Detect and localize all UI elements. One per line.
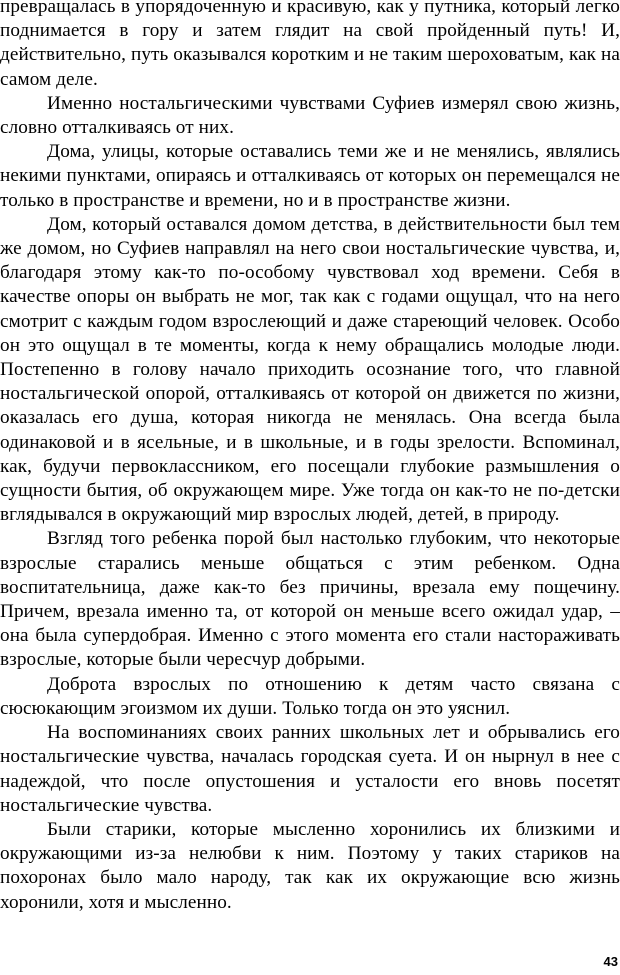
paragraph-2: Именно ностальгическими чувствами Суфиев измерял свою жизнь, словно отталкиваясь от них. — [0, 92, 620, 139]
paragraph-7: На воспоминаниях своих ранних школьных лет и обрывались его ностальгические чувства, началась городская суета. И он нырнул в нее с надеждой, что после опустошения и усталости его вновь посетят ностальгические чувства. — [0, 722, 620, 816]
paragraph-6: Доброта взрослых по отношению к детям часто связана с сюсюкающим эгоизмом их души. Только тогда он это уяснил. — [0, 673, 620, 719]
paragraph-8: Были старики, которые мысленно хоронились их близкими и окружающими из-за нелюбви к ним. Поэтому у таких стариков на похоронах было мало народу, так как их окружающие всю жизнь хоронили, хотя и мысленно. — [0, 818, 620, 913]
paragraph-3: Дома, улицы, которые оставались теми же и не менялись, являлись некими пунктами, опираясь и отталкиваясь от которых он перемещался не только в пространстве и времени, но и в пространстве жизни. — [0, 141, 620, 211]
page-number: 43 — [603, 954, 618, 969]
paragraph-5: Взгляд того ребенка порой был настолько глубоким, что некоторые взрослые старались меньше общаться с этим ребенком. Одна воспитательница, даже как-то без причины, врезала ему пощечину. Причем, врезала именно та, от которой он меньше всего ожидал удар, – она была супердобрая. Именно с этого момента его стали настораживать взрослые, которые были чересчур добрыми. — [0, 528, 620, 671]
paragraph-4: Дом, который оставался домом детства, в действительности был тем же домом, но Суфиев направлял на него свои ностальгические чувства, и, благодаря этому как-то по-особому чувствовал ход времени. Себя в качестве опоры он выбрать не мог, так как с годами ощущал, что на него смотрит с каждым годом взрослеющий и даже стареющий человек. Особо он это ощущал в те моменты, когда к нему обращались молодые люди. Постепенно в голову начало приходить осознание того, что главной ностальгической опорой, отталкиваясь от которой он движется по жизни, оказалась его душа, которая никогда не менялась. Она всегда была одинаковой и в ясельные, и в школьные, и в годы зрелости. Вспоминал, как, будучи первоклассником, его посещали глубокие размышления о сущности бытия, об окружающем мире. Уже тогда он как-то не по-детски вглядывался в окружающий мир взрослых людей, детей, в природу. — [0, 213, 620, 526]
paragraph-1: превращалась в упорядоченную и красивую, как у путника, который легко поднимается в гору и затем глядит на свой пройденный путь! И, действительно, путь оказывался коротким и не таким шероховатым, как на самом деле. — [0, 0, 620, 90]
